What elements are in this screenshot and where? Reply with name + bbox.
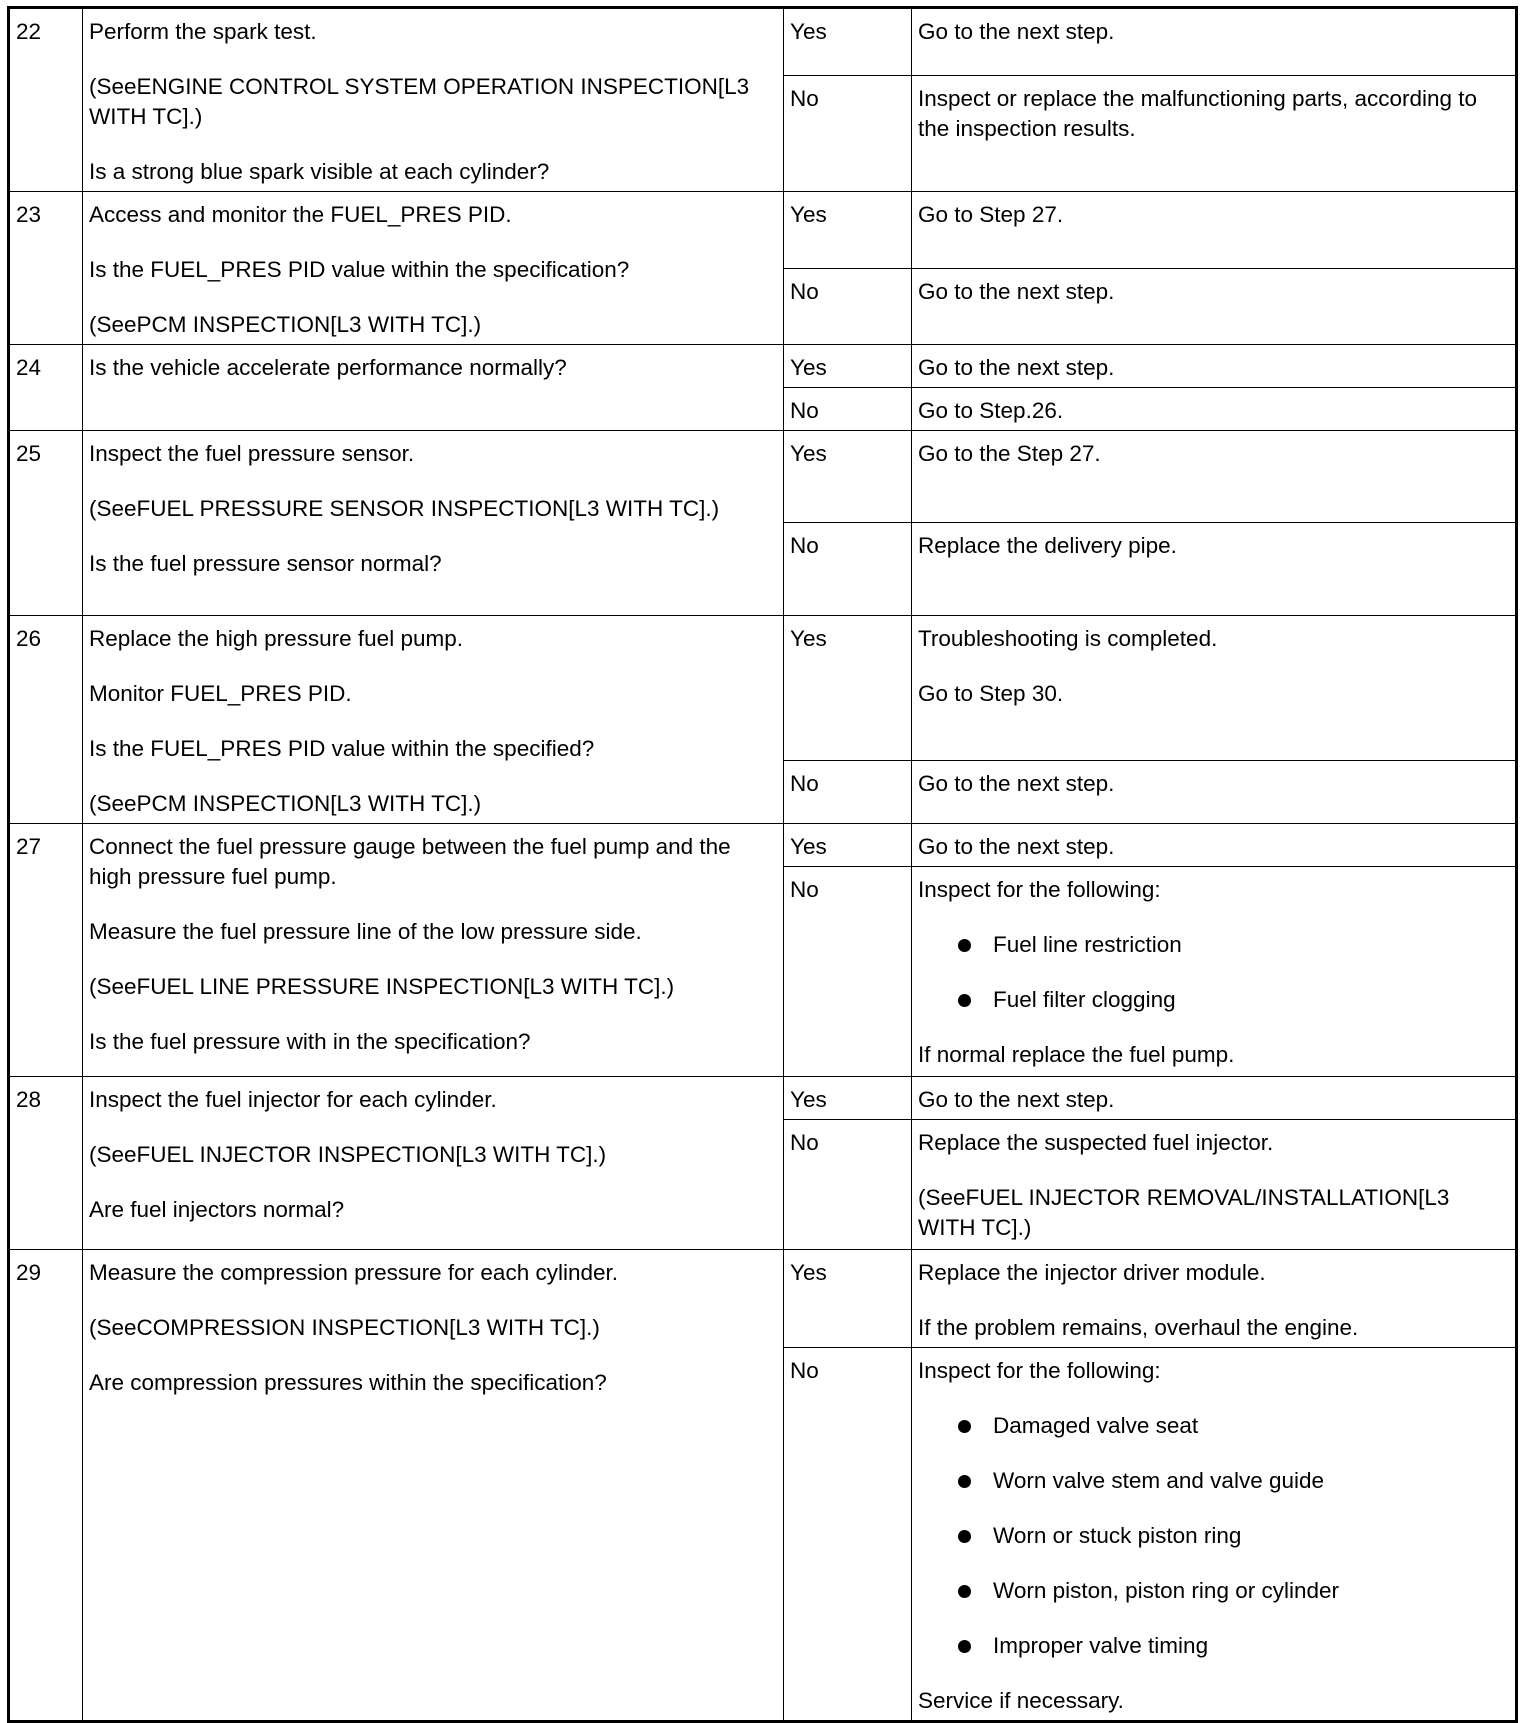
- result-yes: Yes: [784, 1250, 912, 1348]
- yes-action-text: Go to the next step.: [918, 19, 1115, 44]
- step-action: [83, 1250, 784, 1722]
- step-action: [83, 616, 784, 824]
- yes-action: [912, 1077, 1517, 1120]
- step-action: [83, 431, 784, 616]
- result-no: No: [784, 523, 912, 616]
- no-action: [912, 867, 1517, 1077]
- action-text: Monitor FUEL_PRES PID.: [89, 681, 352, 706]
- step-action: [83, 824, 784, 1077]
- diagnostic-procedure-table: [7, 6, 1518, 1723]
- yes-action-text: Go to the Step 27.: [918, 441, 1101, 466]
- no-action-text: Go to the next step.: [918, 771, 1115, 796]
- question-text: Is the FUEL_PRES PID value within the specification?: [89, 257, 630, 282]
- checklist-item: Fuel line restriction: [918, 930, 1509, 960]
- no-action-outro: If normal replace the fuel pump.: [918, 1042, 1235, 1067]
- yes-action-text: Go to Step 30.: [918, 681, 1064, 706]
- action-text: Connect the fuel pressure gauge between the fuel pump and the high pressure fuel pump.: [89, 834, 731, 889]
- checklist-item: Worn piston, piston ring or cylinder: [918, 1576, 1509, 1606]
- yes-action-text: Go to the next step.: [918, 834, 1115, 859]
- action-text: Replace the high pressure fuel pump.: [89, 626, 463, 651]
- step-number: 28: [9, 1077, 83, 1250]
- no-action-text: Replace the suspected fuel injector.: [918, 1130, 1274, 1155]
- result-yes: Yes: [784, 431, 912, 523]
- result-no: No: [784, 269, 912, 345]
- yes-action: [912, 345, 1517, 388]
- reference-text: (SeeCOMPRESSION INSPECTION[L3 WITH TC].): [89, 1315, 600, 1340]
- reference-text: (SeeFUEL INJECTOR REMOVAL/INSTALLATION[L3 WITH TC].): [918, 1185, 1450, 1240]
- result-yes: Yes: [784, 824, 912, 867]
- yes-action-text: Replace the injector driver module.: [918, 1260, 1266, 1285]
- inspection-checklist: [918, 1411, 1509, 1661]
- yes-action: [912, 8, 1517, 76]
- step-number: 27: [9, 824, 83, 1077]
- action-text: Inspect the fuel pressure sensor.: [89, 441, 415, 466]
- result-no: No: [784, 1348, 912, 1722]
- step-number: 23: [9, 192, 83, 345]
- step-number: 29: [9, 1250, 83, 1722]
- no-action-text: Inspect or replace the malfunctioning parts, according to the inspection results.: [918, 86, 1478, 141]
- inspection-checklist: [918, 930, 1509, 1015]
- checklist-item: Damaged valve seat: [918, 1411, 1509, 1441]
- reference-text: (SeeFUEL PRESSURE SENSOR INSPECTION[L3 WITH TC].): [89, 496, 720, 521]
- question-text: Is the fuel pressure with in the specification?: [89, 1029, 531, 1054]
- result-yes: Yes: [784, 1077, 912, 1120]
- action-text: Perform the spark test.: [89, 19, 317, 44]
- result-no: No: [784, 1120, 912, 1250]
- result-no: No: [784, 76, 912, 192]
- no-action-outro: Service if necessary.: [918, 1688, 1124, 1713]
- no-action: [912, 1348, 1517, 1722]
- step-action: [83, 345, 784, 431]
- step-26-row: [9, 616, 1517, 761]
- result-yes: Yes: [784, 8, 912, 76]
- yes-action: [912, 824, 1517, 867]
- question-text: Is the vehicle accelerate performance normally?: [89, 355, 567, 380]
- no-action-intro: Inspect for the following:: [918, 877, 1161, 902]
- reference-text: (SeePCM INSPECTION[L3 WITH TC].): [89, 791, 482, 816]
- question-text: Is the FUEL_PRES PID value within the specified?: [89, 736, 595, 761]
- checklist-item: Worn valve stem and valve guide: [918, 1466, 1509, 1496]
- result-no: No: [784, 388, 912, 431]
- no-action-text: Go to the next step.: [918, 279, 1115, 304]
- yes-action: [912, 616, 1517, 761]
- step-23-row: [9, 192, 1517, 269]
- question-text: Are compression pressures within the specification?: [89, 1370, 607, 1395]
- question-text: Is a strong blue spark visible at each cylinder?: [89, 159, 550, 184]
- step-28-row: [9, 1077, 1517, 1120]
- action-text: Inspect the fuel injector for each cylinder.: [89, 1087, 497, 1112]
- yes-action-text: Go to the next step.: [918, 355, 1115, 380]
- no-action: [912, 269, 1517, 345]
- step-24-row: [9, 345, 1517, 388]
- yes-action-text: Troubleshooting is completed.: [918, 626, 1218, 651]
- yes-action: [912, 1250, 1517, 1348]
- no-action: [912, 388, 1517, 431]
- yes-action-text: Go to Step 27.: [918, 202, 1064, 227]
- reference-text: (SeePCM INSPECTION[L3 WITH TC].): [89, 312, 482, 337]
- step-29-row: [9, 1250, 1517, 1348]
- result-no: No: [784, 867, 912, 1077]
- yes-action-text: If the problem remains, overhaul the engine.: [918, 1315, 1359, 1340]
- no-action-text: Replace the delivery pipe.: [918, 533, 1177, 558]
- step-action: [83, 1077, 784, 1250]
- question-text: Is the fuel pressure sensor normal?: [89, 551, 442, 576]
- checklist-item: Improper valve timing: [918, 1631, 1509, 1661]
- reference-text: (SeeENGINE CONTROL SYSTEM OPERATION INSPECTION[L3 WITH TC].): [89, 74, 750, 129]
- no-action-text: Go to Step.26.: [918, 398, 1064, 423]
- step-number: 25: [9, 431, 83, 616]
- action-text: Measure the fuel pressure line of the low pressure side.: [89, 919, 642, 944]
- step-22-row: [9, 8, 1517, 76]
- step-number: 26: [9, 616, 83, 824]
- action-text: Access and monitor the FUEL_PRES PID.: [89, 202, 512, 227]
- step-25-row: [9, 431, 1517, 523]
- no-action: [912, 76, 1517, 192]
- result-no: No: [784, 761, 912, 824]
- result-yes: Yes: [784, 192, 912, 269]
- no-action: [912, 1120, 1517, 1250]
- result-yes: Yes: [784, 616, 912, 761]
- no-action-intro: Inspect for the following:: [918, 1358, 1161, 1383]
- reference-text: (SeeFUEL INJECTOR INSPECTION[L3 WITH TC].): [89, 1142, 607, 1167]
- action-text: Measure the compression pressure for each cylinder.: [89, 1260, 619, 1285]
- step-number: 22: [9, 8, 83, 192]
- checklist-item: Fuel filter clogging: [918, 985, 1509, 1015]
- no-action: [912, 761, 1517, 824]
- step-action: [83, 8, 784, 192]
- checklist-item: Worn or stuck piston ring: [918, 1521, 1509, 1551]
- reference-text: (SeeFUEL LINE PRESSURE INSPECTION[L3 WITH TC].): [89, 974, 675, 999]
- step-number: 24: [9, 345, 83, 431]
- step-action: [83, 192, 784, 345]
- question-text: Are fuel injectors normal?: [89, 1197, 345, 1222]
- yes-action-text: Go to the next step.: [918, 1087, 1115, 1112]
- result-yes: Yes: [784, 345, 912, 388]
- yes-action: [912, 431, 1517, 523]
- yes-action: [912, 192, 1517, 269]
- no-action: [912, 523, 1517, 616]
- step-27-row: [9, 824, 1517, 867]
